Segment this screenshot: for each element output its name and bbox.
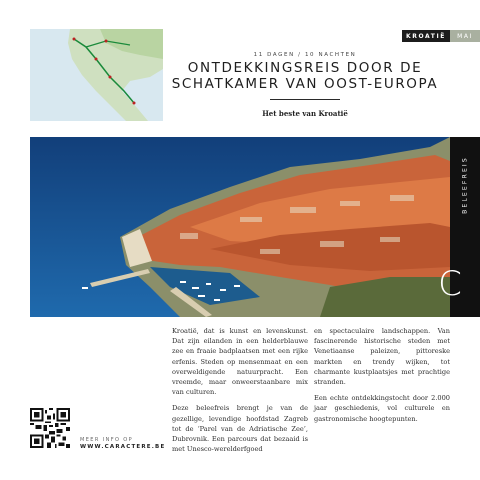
paragraph: en spectaculaire landschappen. Van fascinerende historische steden met Venetiaanse paleizen, pittoreske markten en trendy wijken, tot charmante kustplaatsjes met prachtige stranden. xyxy=(314,327,450,387)
brand-mark: C xyxy=(438,264,462,304)
category-label: BELEEFREIS xyxy=(461,156,469,214)
paragraph: Kroatië, dat is kunst en levenskunst. Dat zijn eilanden in een helderblauwe zee en fraaie badplaatsen met een rijke erfenis. Steden op mensenmaat en een overweldigende natuurpracht. Een vreemde, maar onweerstaanbare mix van culturen. xyxy=(172,327,308,397)
body-column-1 xyxy=(172,326,308,460)
croatia-map-graphic xyxy=(30,29,163,121)
country-label: KROATIË xyxy=(402,30,450,42)
tagline: Het beste van Kroatië xyxy=(262,109,348,118)
route-map xyxy=(30,29,163,121)
country-tag xyxy=(402,30,480,42)
trip-duration: 11 DAGEN / 10 NACHTEN xyxy=(253,52,357,58)
more-info-label: MEER INFO OP xyxy=(80,437,134,443)
page-title xyxy=(160,60,450,92)
title-line-2: SCHATKAMER VAN OOST-EUROPA xyxy=(171,76,439,92)
qr-code[interactable] xyxy=(30,408,70,448)
website-link[interactable]: WWW.CARACTERE.BE xyxy=(80,444,166,450)
dubrovnik-photo xyxy=(30,137,450,317)
body-column-2 xyxy=(314,326,450,430)
month-label: MAI xyxy=(450,30,480,42)
title-divider xyxy=(270,99,340,100)
paragraph: Deze beleefreis brengt je van de gezellige, levendige hoofdstad Zagreb tot de ‘Parel van de Adriatische Zee’, Dubrovnik. Een parcours dat bezaaid is met Unesco-werelderfgoed xyxy=(172,404,308,454)
paragraph: Een echte ontdekkingstocht door 2.000 jaar geschiedenis, vol culturele en gastronomische hoogtepunten. xyxy=(314,394,450,423)
title-line-1: ONTDEKKINGSREIS DOOR DE xyxy=(187,60,423,76)
